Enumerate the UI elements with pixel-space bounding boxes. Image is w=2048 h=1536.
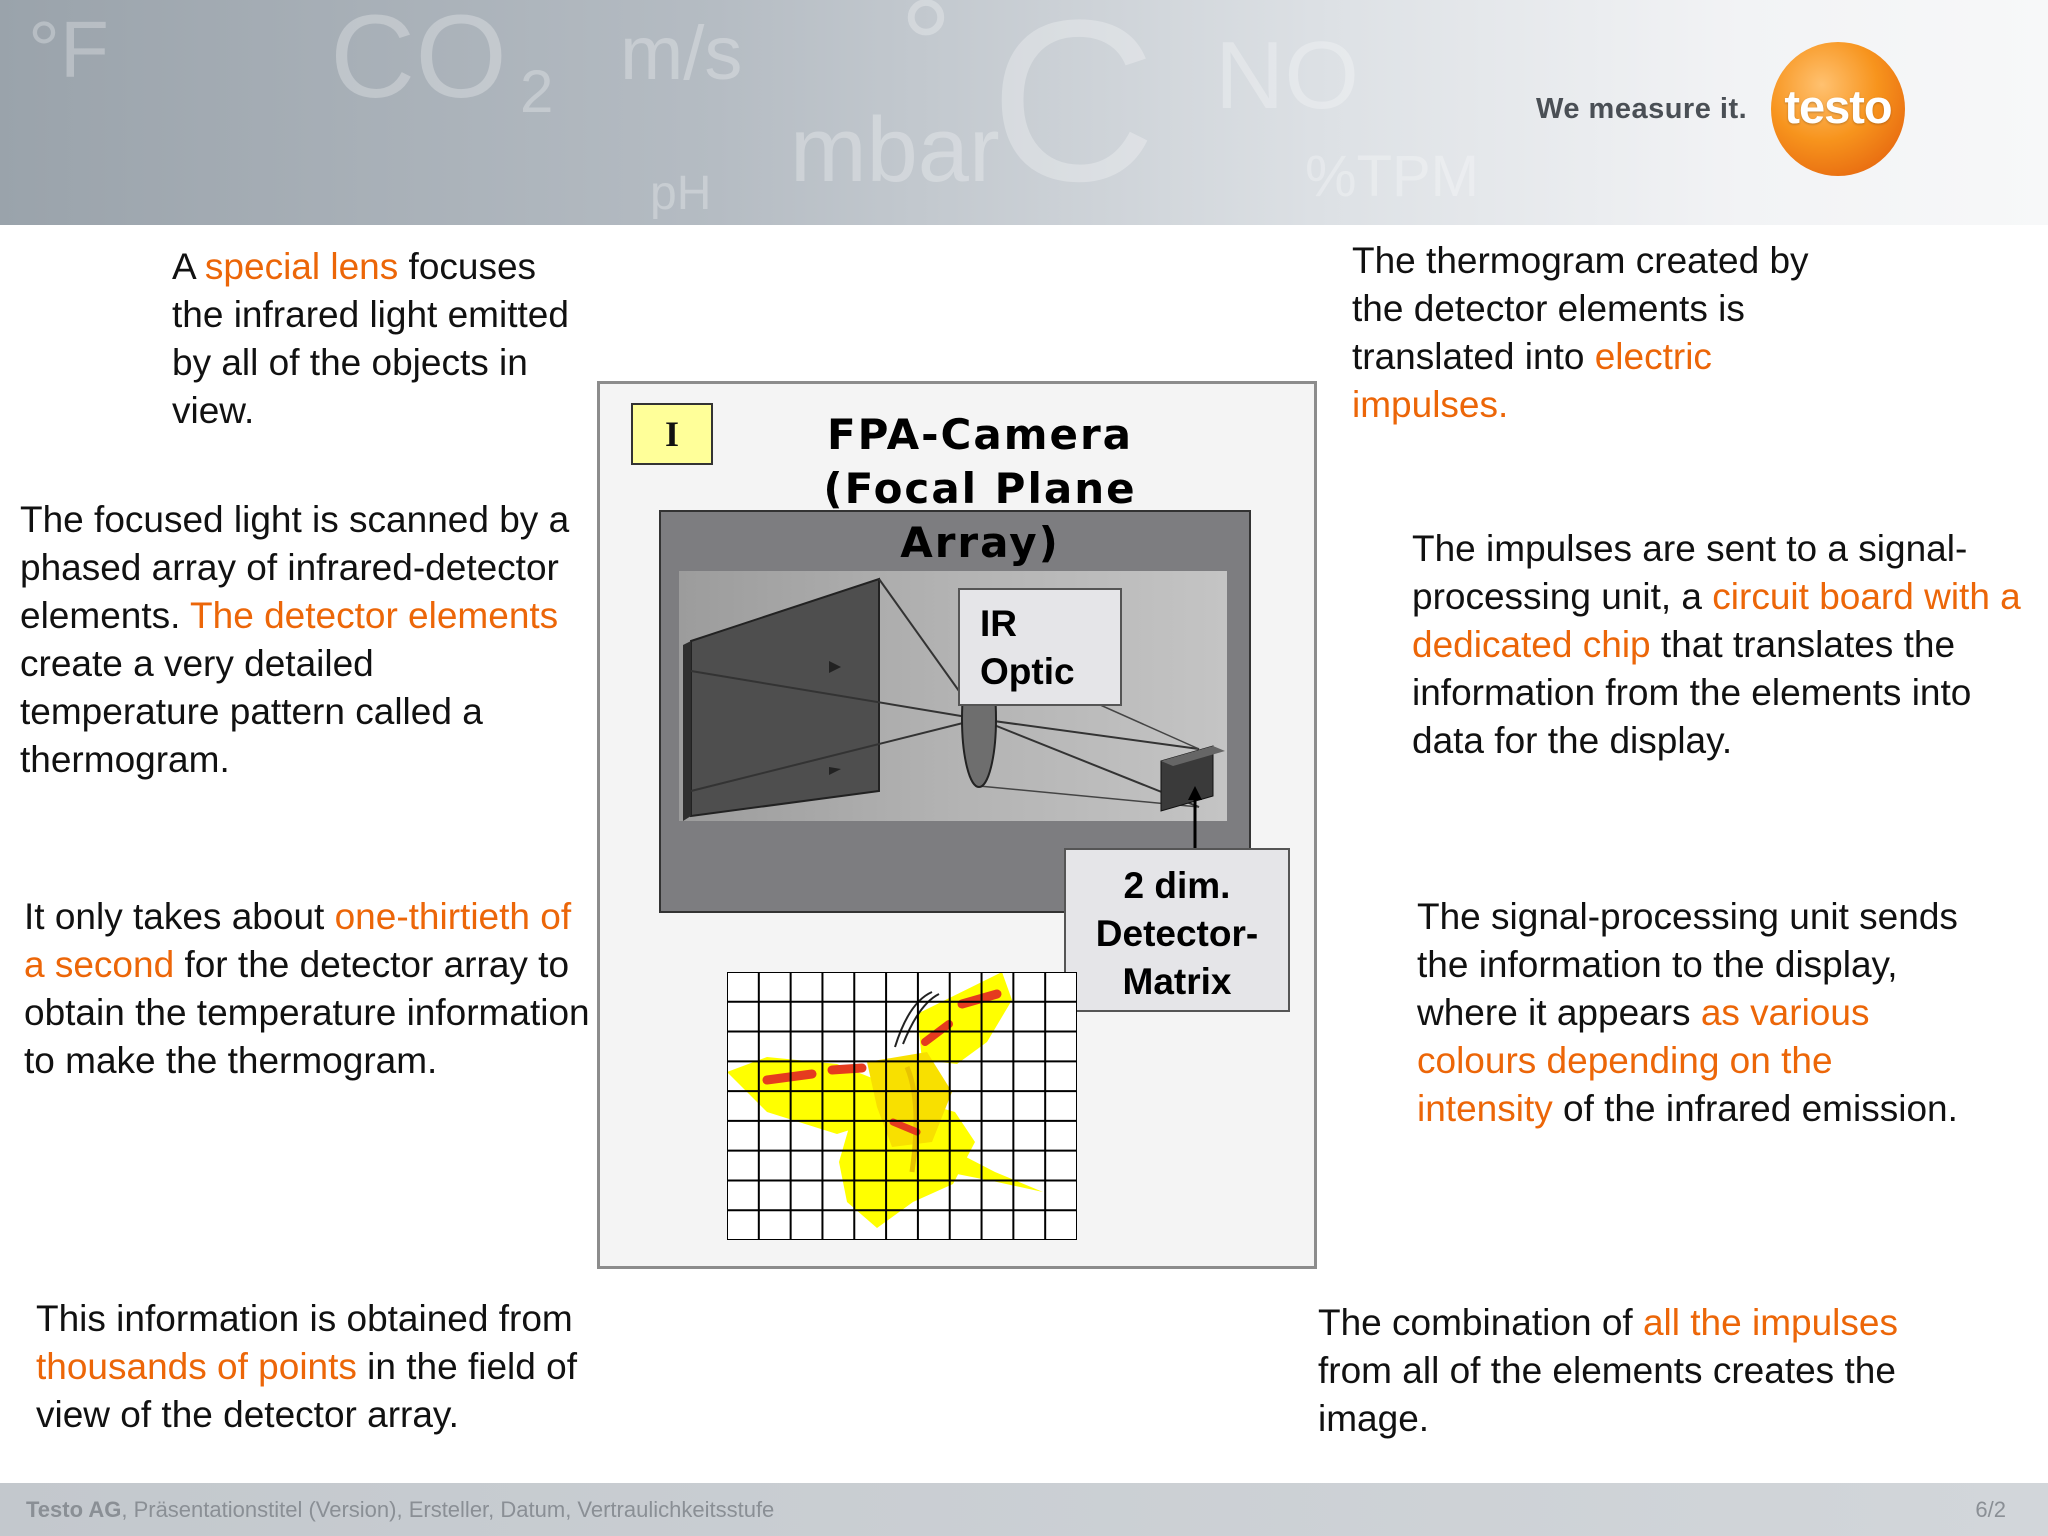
text-fragment: The thermogram created by the detector elements is translated into <box>1352 240 1809 377</box>
highlight-electric-impulses: electric impulses. <box>1352 336 1712 425</box>
page-number: 6/2 <box>1975 1497 2006 1522</box>
footer-meta-text: , Präsentationstitel (Version), Ersteller, Datum, Vertraulichkeitsstufe <box>121 1497 775 1522</box>
text-fragment: from all of the elements creates the image. <box>1318 1350 1896 1439</box>
text-display-colours <box>1417 893 1977 1133</box>
footer-meta <box>26 1483 774 1536</box>
text-all-impulses <box>1318 1299 1968 1443</box>
watermark-ph: pH <box>650 167 712 220</box>
callout-line: Detector- <box>1095 913 1259 954</box>
text-special-lens <box>172 243 592 435</box>
thermogram-grid <box>727 972 1077 1240</box>
tagline: We measure it. <box>1536 93 1748 125</box>
watermark-ms: m/s <box>620 11 743 96</box>
callout-line: 2 dim. <box>1123 865 1231 906</box>
diagram-title-line: (Focal Plane <box>823 464 1137 513</box>
text-fragment: in the field of view of the detector array. <box>36 1346 577 1435</box>
text-fragment: It only takes about <box>24 896 335 937</box>
text-fragment: The combination of <box>1318 1302 1643 1343</box>
text-electric-impulses <box>1352 237 1852 429</box>
watermark-co: CO <box>330 0 507 123</box>
watermark-no: NO <box>1215 22 1359 129</box>
watermark-co-subscript: 2 <box>520 58 554 125</box>
callout-line: IR <box>980 603 1017 644</box>
diagram-title-line: Array) <box>900 518 1060 567</box>
callout-line: Matrix <box>1122 961 1232 1002</box>
optics-svg <box>679 571 1227 821</box>
text-fragment: The impulses are sent to a signal-processing unit, a <box>1412 528 1968 617</box>
highlight-detector-elements: The detector elements <box>190 595 559 636</box>
footer-org: Testo AG <box>26 1497 122 1522</box>
testo-logo-text: testo <box>1784 80 1892 133</box>
figure-label: I <box>631 403 713 465</box>
watermark-celsius: C <box>990 0 1157 225</box>
watermark-degree: ° <box>900 0 952 118</box>
highlight-circuit-board: circuit board with a dedicated chip <box>1412 576 2021 665</box>
text-fragment: The focused light is scanned by a phased array of infrared-detector elements. <box>20 499 570 636</box>
text-phased-array <box>20 496 580 784</box>
text-fragment: for the detector array to obtain the temperature information to make the thermogram. <box>24 944 590 1081</box>
text-one-thirtieth <box>24 893 594 1085</box>
text-fragment: focuses the infrared light emitted by all of the objects in view. <box>172 246 569 431</box>
watermark-tpm: %TPM <box>1305 144 1479 209</box>
highlight-thousands-of-points: thousands of points <box>36 1346 357 1387</box>
highlight-various-colours: as various colours depending on the intensity <box>1417 992 1870 1129</box>
hot-spot <box>832 1068 862 1070</box>
diagram-title-line: FPA-Camera <box>826 410 1134 459</box>
ir-optics-illustration <box>679 571 1227 821</box>
text-signal-processing <box>1412 525 2032 765</box>
footer-bar <box>0 1483 2048 1536</box>
watermark-fahrenheit: °F <box>28 5 109 94</box>
ir-optic-callout <box>958 588 1122 706</box>
thermogram-grid-svg <box>727 972 1077 1240</box>
diagram-title <box>790 408 1170 570</box>
highlight-all-the-impulses: all the impulses <box>1642 1302 1898 1343</box>
text-thousands-of-points <box>36 1295 636 1439</box>
highlight-special-lens: special lens <box>204 246 399 287</box>
text-fragment: This information is obtained from <box>36 1298 573 1339</box>
highlight-one-thirtieth: one-thirtieth of a second <box>24 896 572 985</box>
hot-spot <box>767 1074 812 1080</box>
callout-line: Optic <box>980 651 1075 692</box>
text-fragment: of the infrared emission. <box>1552 1088 1958 1129</box>
text-fragment: The signal-processing unit sends the information to the display, where it appears <box>1417 896 1958 1033</box>
focal-plane-edge <box>683 641 691 821</box>
header-banner <box>0 0 2048 225</box>
detector-matrix-callout <box>1064 848 1290 1012</box>
watermark-mbar: mbar <box>790 99 1000 201</box>
text-fragment: A <box>172 246 205 287</box>
text-fragment: create a very detailed temperature pattern called a thermogram. <box>20 643 483 780</box>
text-fragment: that translates the information from the elements into data for the display. <box>1412 624 1972 761</box>
